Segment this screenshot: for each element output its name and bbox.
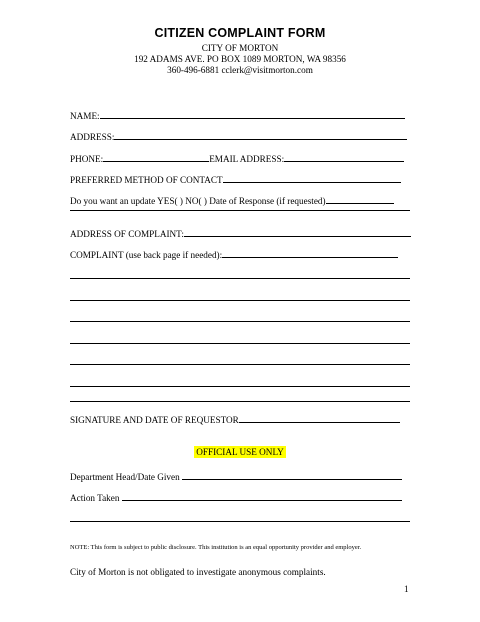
action-taken-row: [70, 491, 410, 503]
action-taken-field[interactable]: [122, 491, 402, 501]
update-row: [70, 194, 410, 206]
email-field[interactable]: [284, 152, 404, 162]
signature-label: SIGNATURE AND DATE OF REQUESTOR: [70, 415, 239, 425]
name-row: [70, 109, 410, 121]
action-taken-line[interactable]: [70, 521, 410, 522]
city-contact: 360-496-6881 cclerk@visitmorton.com: [167, 65, 313, 75]
preferred-contact-field[interactable]: [223, 173, 401, 183]
complaint-line[interactable]: [70, 321, 410, 322]
complaint-line[interactable]: [70, 278, 410, 279]
page-number: 1: [404, 584, 409, 594]
form-title: CITIZEN COMPLAINT FORM: [154, 26, 326, 40]
response-date-field[interactable]: [326, 194, 394, 204]
official-use-heading: OFFICIAL USE ONLY: [196, 447, 284, 457]
name-field[interactable]: [100, 109, 405, 119]
section-divider: [70, 401, 410, 402]
city-address: 192 ADAMS AVE. PO BOX 1089 MORTON, WA 98356: [134, 54, 346, 64]
phone-email-row: [70, 152, 410, 164]
disclosure-note: NOTE: This form is subject to public disclosure. This institution is an equal opportunity provider and employer.: [70, 544, 362, 551]
complaint-line[interactable]: [70, 343, 410, 344]
department-head-field[interactable]: [182, 470, 402, 480]
preferred-contact-label: PREFERRED METHOD OF CONTACT: [70, 175, 223, 185]
name-label: NAME:: [70, 111, 100, 121]
department-head-row: [70, 470, 410, 482]
complaint-row: [70, 248, 410, 260]
complaint-address-label: ADDRESS OF COMPLAINT:: [70, 229, 184, 239]
action-taken-label: Action Taken: [70, 493, 120, 503]
city-name: CITY OF MORTON: [201, 43, 279, 53]
signature-field[interactable]: [239, 413, 400, 423]
signature-row: [70, 413, 410, 425]
phone-field[interactable]: [103, 152, 209, 162]
update-question-label: Do you want an update YES( ) NO( ) Date of Response (if requested): [70, 196, 326, 206]
address-row: [70, 130, 410, 142]
email-label: EMAIL ADDRESS:: [209, 154, 285, 164]
complaint-line[interactable]: [70, 386, 410, 387]
section-divider: [70, 210, 410, 211]
complaint-line[interactable]: [70, 364, 410, 365]
complaint-address-field[interactable]: [184, 227, 411, 237]
complaint-label: COMPLAINT (use back page if needed):: [70, 250, 223, 260]
department-head-label: Department Head/Date Given: [70, 472, 180, 482]
address-label: ADDRESS:: [70, 132, 115, 142]
complaint-line[interactable]: [70, 300, 410, 301]
complaint-field[interactable]: [222, 248, 398, 258]
complaint-address-row: [70, 227, 410, 239]
phone-label: PHONE:: [70, 154, 104, 164]
address-field[interactable]: [114, 130, 407, 140]
anonymous-notice: City of Morton is not obligated to investigate anonymous complaints.: [70, 567, 326, 577]
preferred-contact-row: [70, 173, 410, 185]
